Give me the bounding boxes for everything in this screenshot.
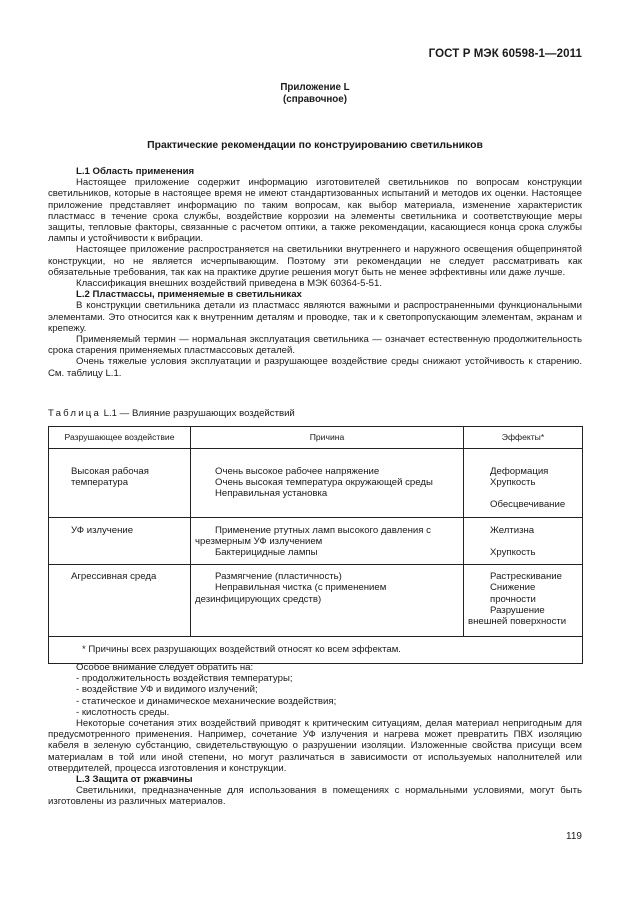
table-header-cell: Причина — [191, 427, 464, 449]
effect-item: Хрупкость — [490, 477, 536, 489]
impact-cell — [49, 565, 191, 637]
list-item: - воздействие УФ и видимого излучений; — [76, 684, 258, 696]
effect-item: Желтизна — [490, 524, 535, 536]
table-header-cell: Эффекты* — [464, 427, 583, 449]
impact-text: УФ излучение — [71, 524, 134, 536]
effect-cell — [464, 517, 583, 565]
table-header-row — [49, 427, 583, 449]
table-caption-text: L.1 — Влияние разрушающих воздействий — [101, 408, 295, 419]
impact-text: Агрессивная среда — [71, 571, 157, 583]
cause-item: Очень высокое рабочее напряжение — [215, 466, 380, 477]
appendix-title: Приложение L — [280, 82, 350, 93]
table-footnote-row — [49, 637, 583, 664]
table-row — [49, 565, 583, 637]
cause-item: Очень высокая температура окружающей среды — [215, 477, 433, 489]
impact-table — [48, 426, 583, 664]
main-title: Практические рекомендации по конструированию светильников — [147, 140, 483, 151]
cause-item: Неправильная установка — [215, 488, 328, 500]
impact-cell — [49, 449, 191, 518]
section-1 — [48, 166, 582, 379]
attention-intro: Особое внимание следует обратить на: — [76, 662, 254, 673]
effect-item: Хрупкость — [490, 546, 536, 558]
section-2-paragraph: Очень тяжелые условия эксплуатации и разрушающее воздействие среды снижают устойчивость к старению. См. таблицу L.1. — [48, 356, 582, 379]
table-caption-label: Таблица — [48, 408, 102, 419]
section-1-heading: L.1 Область применения — [76, 166, 195, 177]
document-id: ГОСТ Р МЭК 60598-1—2011 — [428, 48, 582, 60]
effect-item: Обесцвечивание — [490, 499, 566, 511]
effect-item: Деформация — [490, 466, 549, 477]
cause-item: Применение ртутных ламп высокого давления с чрезмерным УФ излучением — [195, 524, 431, 547]
appendix-subtitle: (справочное) — [283, 94, 347, 105]
attention-list — [48, 673, 582, 718]
effect-cell — [464, 565, 583, 637]
table-header-cell: Разрушающее воздействие — [49, 427, 191, 449]
effect-item: Растрескивание — [490, 571, 562, 583]
cause-cell — [191, 565, 464, 637]
cause-item: Неправильная чистка (с применением дезинфицирующих средств) — [195, 582, 387, 605]
cause-item: Размягчение (пластичность) — [215, 571, 342, 583]
list-item: - статическое и динамическое механические воздействия; — [76, 695, 337, 707]
section-1-paragraph: Настоящее приложение распространяется на светильники внутреннего и наружного освещения общепринятой конструкции, но не является исчерпывающим. Поэтому эти рекомендации не следует рассматривать как обязательные требования, так как на практике другие решения могут быть не менее эффективны или даже лучше. — [48, 244, 582, 278]
after-table-text — [48, 662, 582, 808]
section-2-paragraph: Применяемый термин — нормальная эксплуатация светильника — означает естественную продолжительность срока старения применяемых пластмассовых деталей. — [48, 334, 582, 357]
cause-cell — [191, 517, 464, 565]
table-footnote: * Причины всех разрушающих воздействий относят ко всем эффектам. — [49, 637, 583, 664]
effect-item: Разрушение внешней поверхности — [468, 604, 567, 628]
section-3-paragraph: Светильники, предназначенные для использования в помещениях с нормальными условиями, могут быть изготовлены из различных материалов. — [48, 785, 582, 808]
list-item: - продолжительность воздействия температуры; — [76, 673, 293, 685]
table-row — [49, 449, 583, 518]
section-2-paragraph: В конструкции светильника детали из пластмасс являются важными и распространенными функциональными элементами. Это относится как к внутренним деталям и проводке, так и к светопропускающим элементам, экранам и крепежу. — [48, 300, 582, 334]
page-number: 119 — [566, 831, 582, 842]
effect-item: Снижение прочности — [490, 582, 536, 605]
impact-cell — [49, 517, 191, 565]
cause-item: Бактерицидные лампы — [215, 547, 318, 559]
table-row — [49, 517, 583, 565]
section-1-paragraph: Настоящее приложение содержит информацию изготовителей светильников по вопросам конструкции светильников, которые в настоящее время не имеют стандартизованных испытаний и методов их оценки. Настоящее приложение представляет информацию по таким вопросам, как выбор материала, изменение характеристик пластмасс в течение срока службы, воздействие коррозии на элементы светильника и соответствующие меры защиты, тепловые факторы, связанные с расчетом оптики, а также рекомендации, касающиеся конца срока службы лампы и устойчивости к вибрации. — [48, 177, 582, 245]
cause-cell — [191, 449, 464, 518]
section-2-heading: L.2 Пластмассы, применяемые в светильниках — [76, 289, 302, 301]
section-1-paragraph: Классификация внешних воздействий приведена в МЭК 60364-5-51. — [76, 278, 382, 290]
list-item: - кислотность среды. — [76, 706, 170, 718]
effect-cell — [464, 449, 583, 518]
table-caption — [48, 408, 295, 419]
impact-text: Высокая рабочая температура — [71, 466, 149, 489]
paragraph: Некоторые сочетания этих воздействий приводят к критическим ситуациям, делая материал непригодным для предусмотренного применения. Например, сочетание УФ излучения и нагрева может превратить ПВХ изоляцию кабеля в зеленую субстанцию, свидетельствующую о разрушении изоляции. Изложенные свойства присущи всем материалам в той или иной степени, но могут различаться в зависимости от используемых наполнителей или отвердителей, процесса изготовления и конструкции. — [48, 718, 582, 774]
section-3-heading: L.3 Защита от ржавчины — [76, 774, 193, 786]
